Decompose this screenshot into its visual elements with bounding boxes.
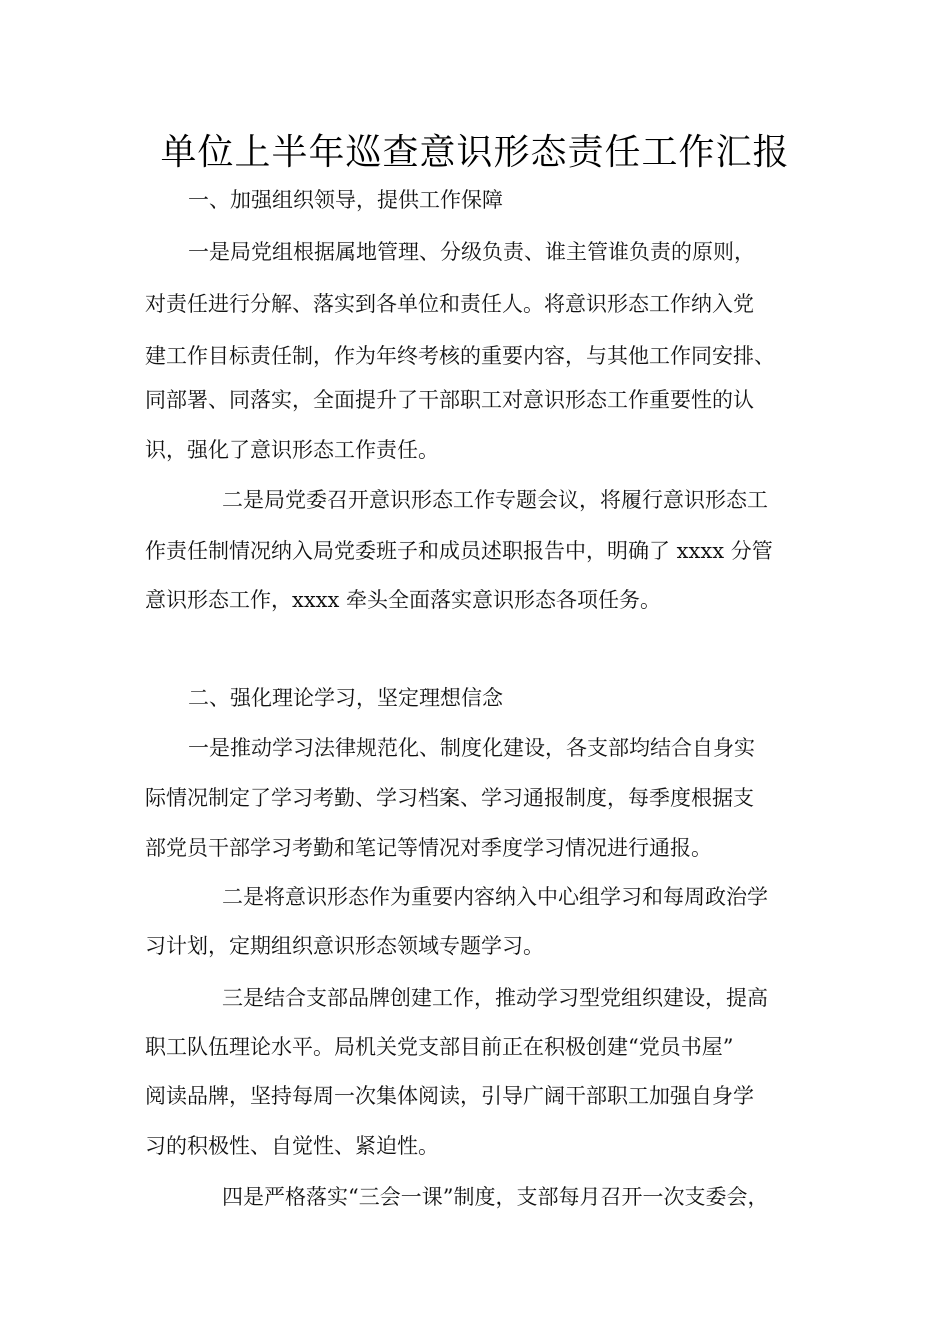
paragraph-line: 习计划，定期组织意识形态领域专题学习。 bbox=[145, 934, 544, 958]
paragraph-line: 对责任进行分解、落实到各单位和责任人。将意识形态工作纳入党 bbox=[145, 292, 754, 316]
paragraph-line: 一是推动学习法律规范化、制度化建设，各支部均结合自身实 bbox=[188, 736, 755, 760]
paragraph-line: 四是严格落实“三会一课”制度，支部每月召开一次支委会， bbox=[222, 1185, 769, 1209]
paragraph-line: 际情况制定了学习考勤、学习档案、学习通报制度，每季度根据支 bbox=[145, 786, 754, 810]
paragraph-line: 二是局党委召开意识形态工作专题会议，将履行意识形态工 bbox=[222, 488, 768, 512]
section-heading-2: 二、强化理论学习，坚定理想信念 bbox=[188, 686, 503, 710]
paragraph-line: 建工作目标责任制，作为年终考核的重要内容，与其他工作同安排、 bbox=[145, 344, 775, 368]
paragraph-line: 习的积极性、自觉性、紧迫性。 bbox=[145, 1134, 439, 1158]
paragraph-line: 作责任制情况纳入局党委班子和成员述职报告中，明确了 xxxx 分管 bbox=[145, 539, 773, 563]
paragraph-line: 三是结合支部品牌创建工作，推动学习型党组织建设，提高 bbox=[222, 986, 768, 1010]
section-heading-1: 一、加强组织领导，提供工作保障 bbox=[188, 188, 503, 212]
paragraph-line: 职工队伍理论水平。局机关党支部目前正在积极创建“党员书屋” bbox=[145, 1035, 734, 1059]
paragraph-line: 二是将意识形态作为重要内容纳入中心组学习和每周政治学 bbox=[222, 885, 768, 909]
paragraph-line: 同部署、同落实，全面提升了干部职工对意识形态工作重要性的认 bbox=[145, 388, 754, 412]
paragraph-line: 识，强化了意识形态工作责任。 bbox=[145, 438, 439, 462]
document-title: 单位上半年巡查意识形态责任工作汇报 bbox=[160, 132, 790, 173]
paragraph-line: 意识形态工作，xxxx 牵头全面落实意识形态各项任务。 bbox=[145, 588, 662, 612]
paragraph-line: 部党员干部学习考勤和笔记等情况对季度学习情况进行通报。 bbox=[145, 836, 712, 860]
paragraph-line: 阅读品牌，坚持每周一次集体阅读，引导广阔干部职工加强自身学 bbox=[145, 1084, 754, 1108]
paragraph-line: 一是局党组根据属地管理、分级负责、谁主管谁负责的原则， bbox=[188, 240, 755, 264]
